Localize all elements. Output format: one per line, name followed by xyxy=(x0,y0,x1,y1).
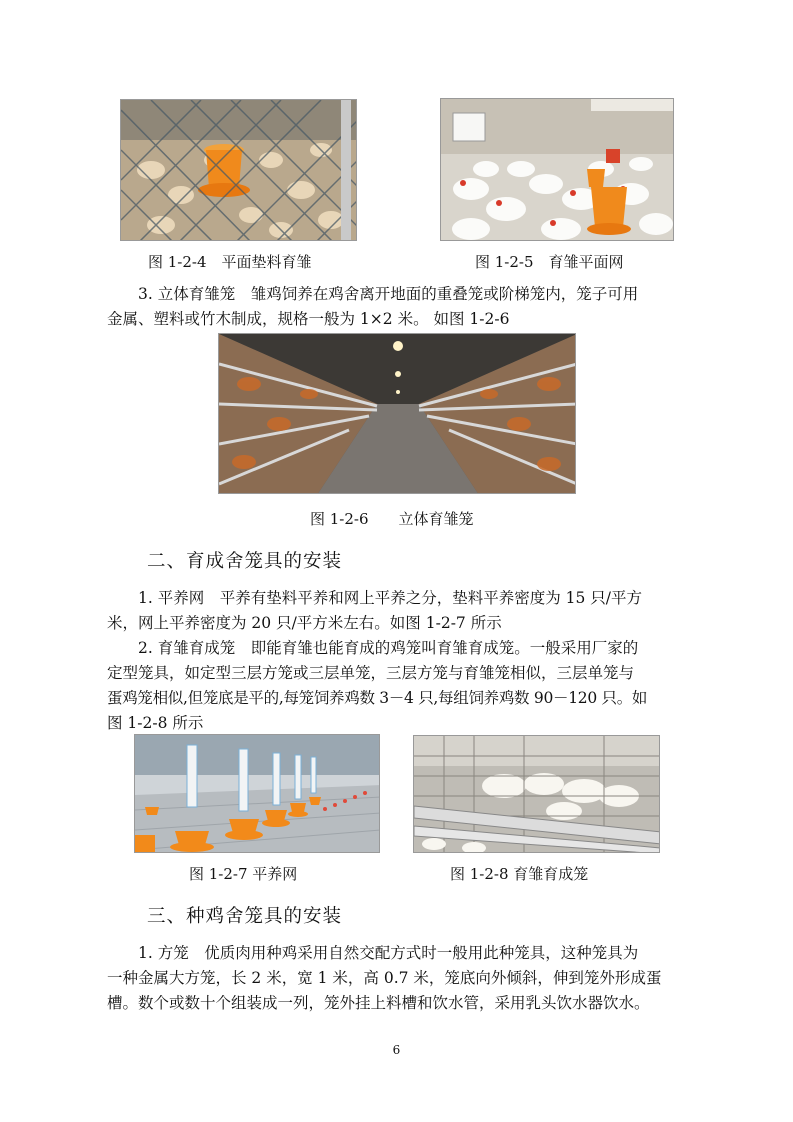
paragraph-line: 1. 平养网 平养有垫料平养和网上平养之分，垫料平养密度为 15 只/平方 xyxy=(138,589,643,607)
paragraph-line: 3. 立体育雏笼 雏鸡饲养在鸡舍离开地面的重叠笼或阶梯笼内，笼子可用 xyxy=(138,285,639,303)
paragraph-line: 米，网上平养密度为 20 只/平方米左右。如图 1-2-7 所示 xyxy=(107,614,502,632)
figure-1-2-7-image xyxy=(134,734,380,853)
paragraph-line: 蛋鸡笼相似,但笼底是平的,每笼饲养鸡数 3－4 只,每组饲养鸡数 90－120 只。如 xyxy=(107,689,648,707)
paragraph-square-cage xyxy=(107,941,687,1016)
paragraph-line: 金属、塑料或竹木制成，规格一般为 1×2 米。 如图 1-2-6 xyxy=(107,310,510,328)
figure-1-2-4-caption: 图 1-2-4 平面垫料育雏 xyxy=(148,253,312,271)
figure-1-2-5-caption: 图 1-2-5 育雏平面网 xyxy=(475,253,624,271)
paragraph-line: 1. 方笼 优质肉用种鸡采用自然交配方式时一般用此种笼具，这种笼具为 xyxy=(138,944,639,962)
paragraph-line: 一种金属大方笼，长 2 米，宽 1 米，高 0.7 米，笼底向外倾斜，伸到笼外形成蛋 xyxy=(107,969,662,987)
figure-1-2-8-caption: 图 1-2-8 育雏育成笼 xyxy=(450,865,589,883)
figure-1-2-8-image xyxy=(413,735,660,853)
figure-1-2-5-image xyxy=(440,98,674,241)
paragraph-line: 图 1-2-8 所示 xyxy=(107,714,204,732)
paragraph-stereo-brooding-cage xyxy=(107,282,687,332)
page-number: 6 xyxy=(392,1043,401,1057)
paragraph-brooding-growing-cage xyxy=(107,636,687,736)
section-heading-breeder-house: 三、种鸡舍笼具的安装 xyxy=(147,906,343,927)
figure-1-2-6-image xyxy=(218,333,576,494)
section-heading-growing-house: 二、育成舍笼具的安装 xyxy=(147,551,343,572)
paragraph-line: 槽。数个或数十个组装成一列，笼外挂上料槽和饮水管，采用乳头饮水器饮水。 xyxy=(107,994,650,1012)
paragraph-line: 定型笼具，如定型三层方笼或三层单笼，三层方笼与育雏笼相似，三层单笼与 xyxy=(107,664,635,682)
figure-1-2-7-caption: 图 1-2-7 平养网 xyxy=(189,865,298,883)
figure-1-2-4-image xyxy=(120,99,357,241)
paragraph-flat-net xyxy=(107,586,687,636)
paragraph-line: 2. 育雏育成笼 即能育雏也能育成的鸡笼叫育雏育成笼。一般采用厂家的 xyxy=(138,639,639,657)
figure-1-2-6-caption: 图 1-2-6 立体育雏笼 xyxy=(310,510,474,528)
